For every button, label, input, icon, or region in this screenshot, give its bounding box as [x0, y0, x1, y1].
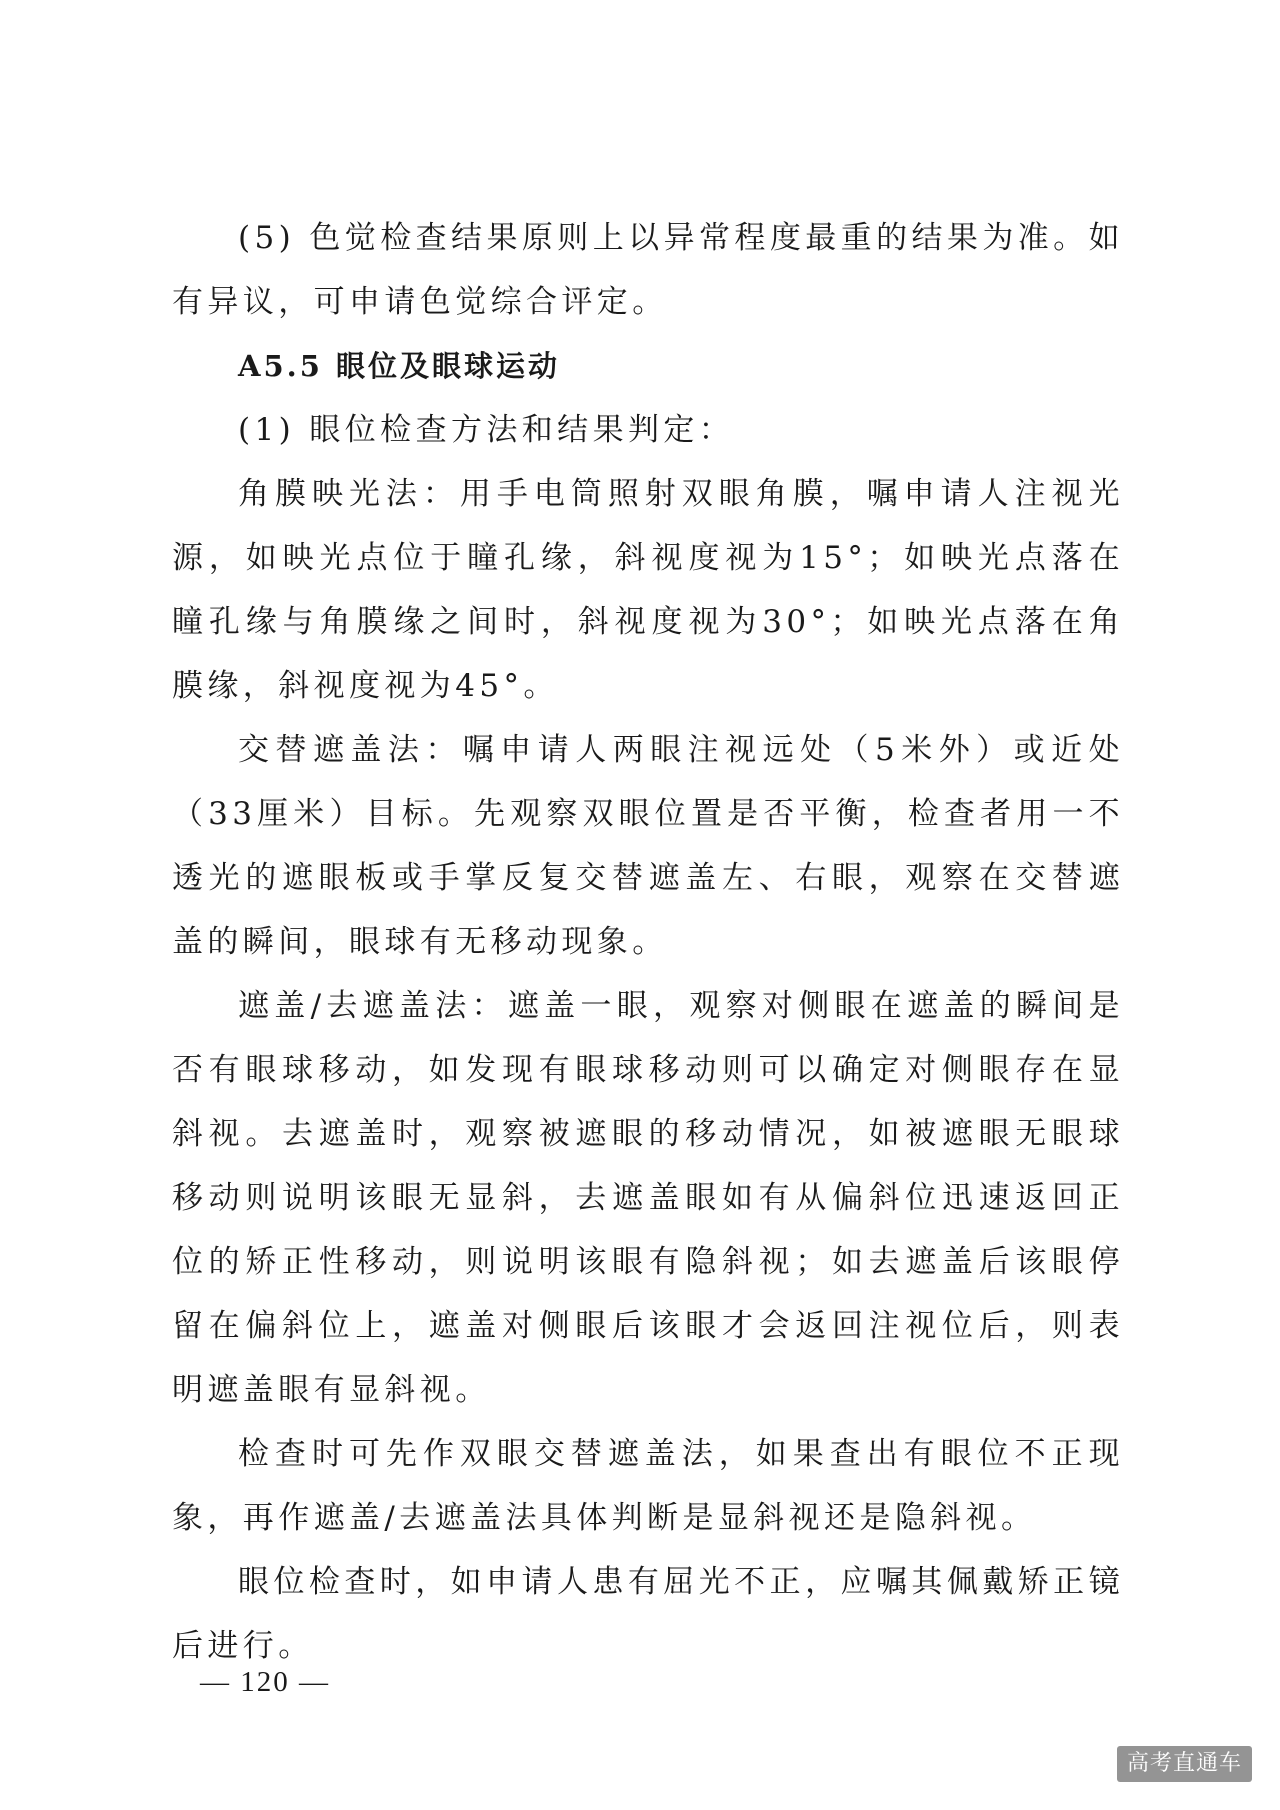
paragraph-refractive-error: 眼位检查时，如申请人患有屈光不正，应嘱其佩戴矫正镜后进行。: [172, 1564, 1124, 1664]
paragraph-alternate-cover: 交替遮盖法：嘱申请人两眼注视远处（5米外）或近处（33厘米）目标。先观察双眼位置是否平衡，检查者用一不透光的遮眼板或手掌反复交替遮盖左、右眼，观察在交替遮盖的瞬间，眼球有无移动现象。: [172, 732, 1124, 960]
section-heading-eye-position: A5.5 眼位及眼球运动: [238, 349, 561, 383]
paragraph-eye-position-method: (1) 眼位检查方法和结果判定：: [238, 412, 735, 448]
watermark: 高考直通车: [1117, 1746, 1252, 1782]
paragraph-exam-order: 检查时可先作双眼交替遮盖法，如果查出有眼位不正现象，再作遮盖/去遮盖法具体判断是显斜视还是隐斜视。: [172, 1436, 1124, 1536]
paragraph-corneal-reflex: 角膜映光法：用手电筒照射双眼角膜，嘱申请人注视光源，如映光点位于瞳孔缘，斜视度视为15°；如映光点落在瞳孔缘与角膜缘之间时，斜视度视为30°；如映光点落在角膜缘，斜视度视为45°。: [172, 476, 1124, 704]
paragraph-cover-uncover: 遮盖/去遮盖法：遮盖一眼，观察对侧眼在遮盖的瞬间是否有眼球移动，如发现有眼球移动则可以确定对侧眼存在显斜视。去遮盖时，观察被遮眼的移动情况，如被遮眼无眼球移动则说明该眼无显斜，去遮盖眼如有从偏斜位迅速返回正位的矫正性移动，则说明该眼有隐斜视；如去遮盖后该眼停留在偏斜位上，遮盖对侧眼后该眼才会返回注视位后，则表明遮盖眼有显斜视。: [172, 988, 1124, 1408]
page-number: — 120 —: [200, 1666, 330, 1698]
paragraph-color-vision-result: (5) 色觉检查结果原则上以异常程度最重的结果为准。如有异议，可申请色觉综合评定。: [172, 220, 1124, 320]
document-body: [172, 206, 1124, 1678]
